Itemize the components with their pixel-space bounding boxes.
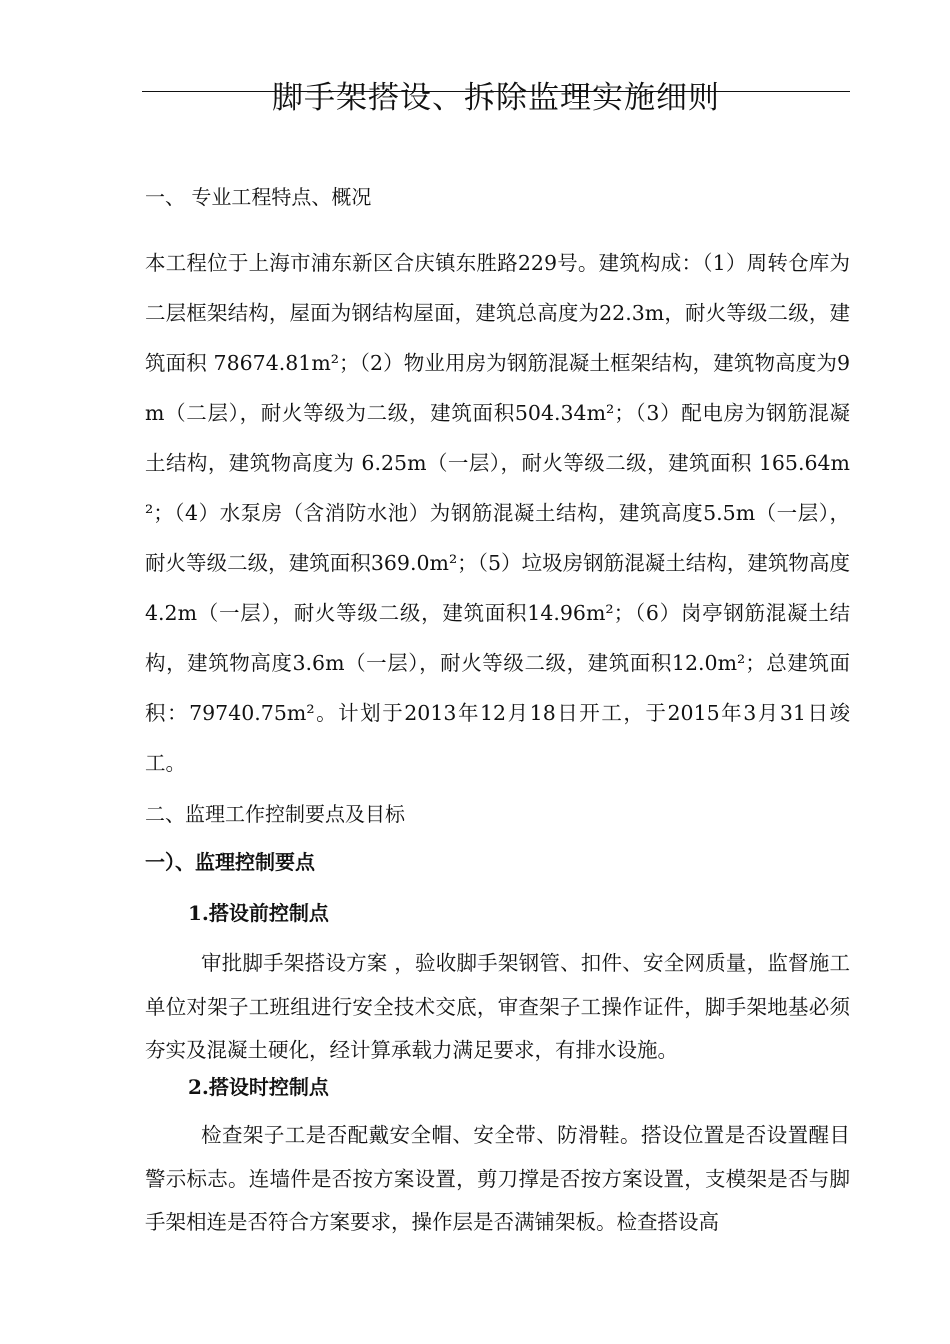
subsection-1-heading: 一）、监理控制要点: [145, 850, 315, 874]
item-2-heading: 2.搭设时控制点: [188, 1075, 329, 1099]
item-1-body: 审批脚手架搭设方案 ，验收脚手架钢管、扣件、安全网质量，监督施工单位对架子工班组进行安全技术交底，审查架子工操作证件，脚手架地基必须夯实及混凝土硬化，经计算承载力满足要求，有排水设施。: [145, 951, 850, 1062]
document-title: 脚手架搭设、拆除监理实施细则: [272, 80, 720, 116]
item-1-heading: 1.搭设前控制点: [188, 901, 329, 925]
item-2-body: 检查架子工是否配戴安全帽、安全带、防滑鞋。搭设位置是否设置醒目警示标志。连墙件是否按方案设置，剪刀撑是否按方案设置，支模架是否与脚手架相连是否符合方案要求，操作层是否满铺架板。检查搭设高: [145, 1123, 850, 1234]
section-1-body: 本工程位于上海市浦东新区合庆镇东胜路229号。建筑构成：（1）周转仓库为二层框架结构，屋面为钢结构屋面，建筑总高度为22.3m，耐火等级二级，建筑面积 78674.81m²；（2）物业用房为钢筋混凝土框架结构，建筑物高度为9m（二层），耐火等级为二级，建筑面积504.34m²；（3）配电房为钢筋混凝土结构，建筑物高度为 6.25m（一层），耐火等级二级，建筑面积 165.64m²；（4）水泵房（含消防水池）为钢筋混凝土结构，建筑高度5.5m（一层），耐火等级二级，建筑面积369.0m²；（5）垃圾房钢筋混凝土结构，建筑物高度4.2m（一层），耐火等级二级，建筑面积14.96m²；（6）岗亭钢筋混凝土结构，建筑物高度3.6m（一层），耐火等级二级，建筑面积12.0m²；总建筑面积：79740.75m²。计划于2013年12月18日开工，于2015年3月31日竣工。: [145, 251, 850, 775]
section-1-heading: 一、 专业工程特点、概况: [145, 185, 372, 209]
section-2-heading: 二、监理工作控制要点及目标: [145, 802, 405, 826]
